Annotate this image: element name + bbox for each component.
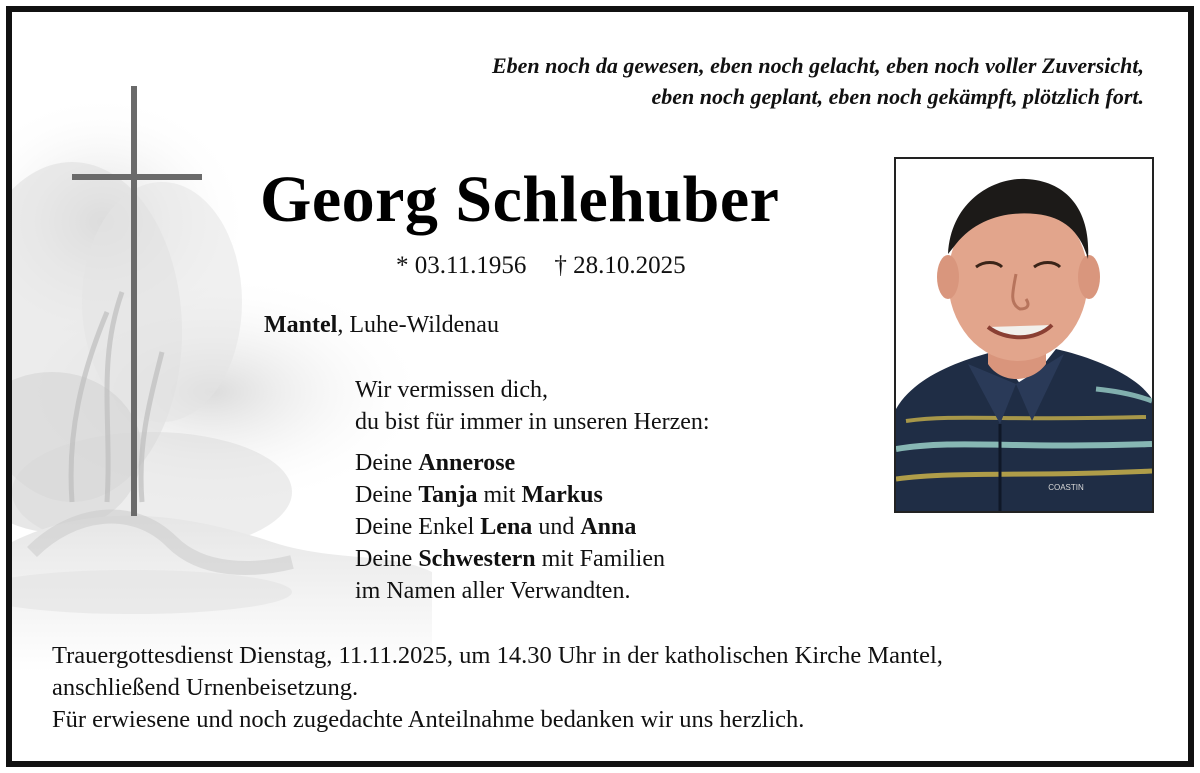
birth-date: * 03.11.1956: [396, 252, 527, 279]
service-line-2: anschließend Urnenbeisetzung.: [52, 674, 359, 701]
portrait-photo: [894, 157, 1154, 513]
obituary-card: [6, 6, 1194, 767]
mourner-line: Deine Tanja mit Markus: [355, 482, 603, 508]
service-line-1: Trauergottesdienst Dienstag, 11.11.2025, um 14.30 Uhr in der katholischen Kirche Mantel,: [52, 642, 943, 669]
service-line-3: Für erwiesene und noch zugedachte Anteilnahme bedanken wir uns herzlich.: [52, 706, 805, 733]
deceased-name: Georg Schlehuber: [260, 163, 780, 236]
mourners-block: [355, 374, 710, 607]
mourner-line: Deine Annerose: [355, 450, 516, 476]
portrait-illustration: [896, 159, 1152, 511]
mourner-line: im Namen aller Verwandten.: [355, 578, 631, 604]
mourners-intro-1: Wir vermissen dich,: [355, 377, 548, 403]
motto-line-2: eben noch geplant, eben noch gekämpft, plötzlich fort.: [651, 84, 1144, 109]
motto-line-1: Eben noch da gewesen, eben noch gelacht, eben noch voller Zuversicht,: [491, 53, 1144, 78]
service-notice: [52, 640, 943, 736]
life-dates: [396, 252, 686, 280]
residence: [264, 312, 499, 339]
residence-region: , Luhe-Wildenau: [337, 312, 499, 338]
cross-icon: [72, 86, 202, 516]
mourner-line: Deine Schwestern mit Familien: [355, 546, 665, 572]
shirt-logo-text: COASTIN: [1048, 483, 1084, 492]
mourner-line: Deine Enkel Lena und Anna: [355, 514, 637, 540]
motto: [492, 50, 1144, 112]
death-date: † 28.10.2025: [554, 252, 686, 279]
mourners-intro-2: du bist für immer in unseren Herzen:: [355, 409, 710, 435]
residence-town: Mantel: [264, 312, 338, 338]
